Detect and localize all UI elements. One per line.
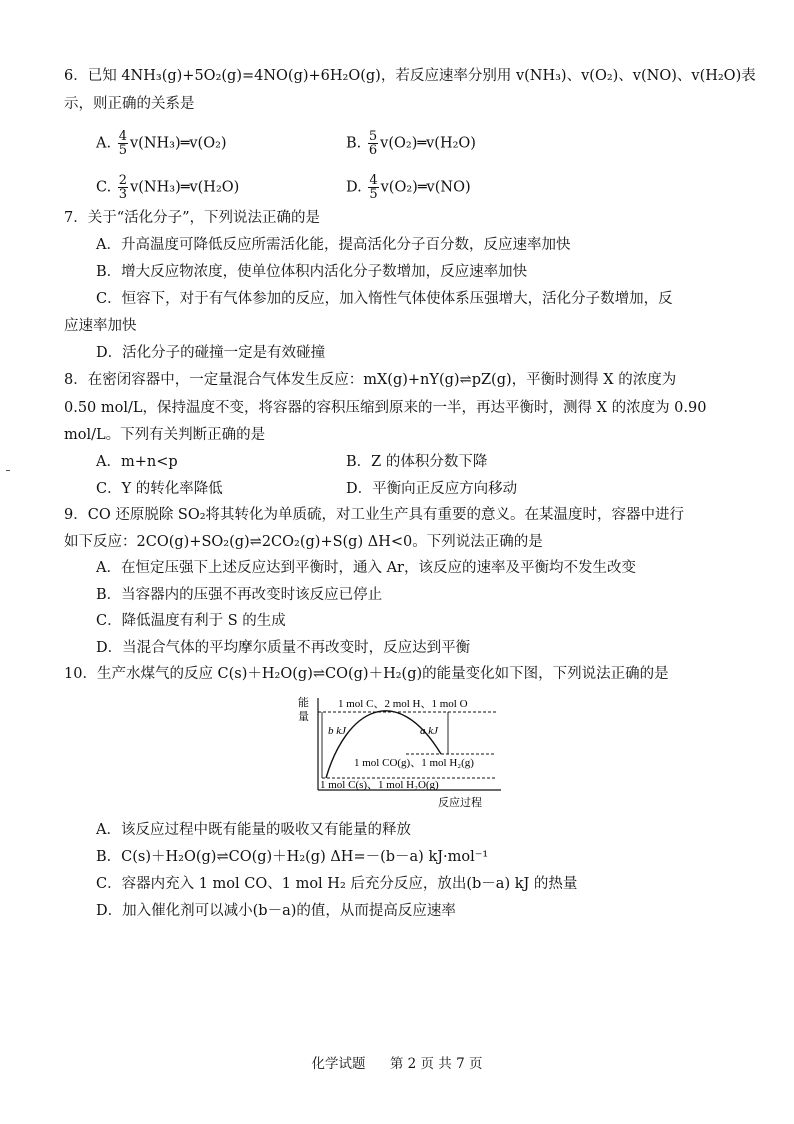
y-axis-label-char2: 量 <box>298 711 309 723</box>
option-text: v(O₂)═v(H₂O) <box>380 135 476 152</box>
q8-stem-line3: mol/L。下列有关判断正确的是 <box>64 427 266 443</box>
option-text: v(NH₃)═v(O₂) <box>129 135 227 152</box>
q6-option-b <box>346 130 476 157</box>
bottom-level-label: 1 mol C(s)、1 mol H₂O(g) <box>320 779 439 791</box>
option-label: B. <box>346 135 362 152</box>
x-axis-label: 反应过程 <box>438 797 482 809</box>
q7-option-c-line2: 应速率加快 <box>64 318 137 334</box>
q8-option-a: A．m+n<p <box>96 454 178 470</box>
q7-option-a: A．升高温度可降低反应所需活化能，提高活化分子百分数，反应速率加快 <box>96 237 571 253</box>
fraction: $\frac{4}{5}$ <box>369 173 378 202</box>
q6-stem-line2: 示，则正确的关系是 <box>64 96 195 112</box>
energy-diagram <box>296 690 506 810</box>
q10-option-a: A．该反应过程中既有能量的吸收又有能量的释放 <box>96 822 411 838</box>
fraction: $\frac{5}{6}$ <box>368 129 378 158</box>
q7-stem: 7．关于“活化分子”，下列说法正确的是 <box>64 210 321 226</box>
q10-stem: 10．生产水煤气的反应 C(s)＋H₂O(g)⇌CO(g)＋H₂(g)的能量变化如下图，下列说法正确的是 <box>64 666 669 682</box>
margin-mark <box>6 470 10 471</box>
q8-option-c: C．Y 的转化率降低 <box>96 481 223 497</box>
q9-option-b: B．当容器内的压强不再改变时该反应已停止 <box>96 587 383 603</box>
q6-stem-line1: 6．已知 4NH₃(g)+5O₂(g)=4NO(g)+6H₂O(g)，若反应速率分别用 v(NH₃)、v(O₂)、v(NO)、v(H₂O)表 <box>64 68 756 84</box>
mid-level-label: 1 mol CO(g)、1 mol H₂(g) <box>354 757 474 769</box>
b-kj-label: b kJ <box>328 725 347 737</box>
q7-option-c-line1: C．恒容下，对于有气体参加的反应，加入惰性气体使体系压强增大，活化分子数增加，反 <box>96 291 673 307</box>
y-axis-label-char1: 能 <box>298 697 309 709</box>
q10-option-d: D．加入催化剂可以减小(b－a)的值，从而提高反应速率 <box>96 903 456 919</box>
q9-option-c: C．降低温度有利于 S 的生成 <box>96 613 286 629</box>
q6-option-a <box>96 130 227 157</box>
q6-option-d <box>346 174 471 201</box>
option-label: A. <box>96 135 112 152</box>
q9-stem-line1: 9．CO 还原脱除 SO₂将其转化为单质硫，对工业生产具有重要的意义。在某温度时，容器中进行 <box>64 507 685 523</box>
q6-option-c <box>96 174 239 201</box>
q8-option-b: B．Z 的体积分数下降 <box>346 454 488 470</box>
footer-subject: 化学试题 <box>311 1056 366 1072</box>
q7-option-d: D．活化分子的碰撞一定是有效碰撞 <box>96 345 326 361</box>
q8-option-d: D．平衡向正反应方向移动 <box>346 481 518 497</box>
option-label: D. <box>346 179 362 196</box>
footer-page-number: 第 2 页 共 7 页 <box>389 1056 483 1072</box>
a-kj-label: a kJ <box>420 725 439 737</box>
top-level-label: 1 mol C、2 mol H、1 mol O <box>338 698 468 710</box>
q10-option-c: C．容器内充入 1 mol CO、1 mol H₂ 后充分反应，放出(b－a) kJ 的热量 <box>96 876 578 892</box>
option-text: v(O₂)═v(NO) <box>380 179 471 196</box>
fraction: $\frac{4}{5}$ <box>118 129 127 158</box>
q9-stem-line2: 如下反应：2CO(g)+SO₂(g)⇌2CO₂(g)+S(g) ΔH<0。下列说法正确的是 <box>64 534 543 550</box>
page-footer <box>0 1052 794 1072</box>
fraction: $\frac{2}{3}$ <box>118 173 128 202</box>
q7-option-b: B．增大反应物浓度，使单位体积内活化分子数增加，反应速率加快 <box>96 264 528 280</box>
q8-stem-line2: 0.50 mol/L，保持温度不变，将容器的容积压缩到原来的一半，再达平衡时，测得 X 的浓度为 0.90 <box>64 400 707 416</box>
q10-option-b: B．C(s)＋H₂O(g)⇌CO(g)＋H₂(g) ΔH=－(b－a) kJ·mol⁻¹ <box>96 849 489 865</box>
q9-option-a: A．在恒定压强下上述反应达到平衡时，通入 Ar，该反应的速率及平衡均不发生改变 <box>96 560 636 576</box>
option-text: v(NH₃)═v(H₂O) <box>130 179 240 196</box>
q8-stem-line1: 8．在密闭容器中，一定量混合气体发生反应：mX(g)+nY(g)⇌pZ(g)，平衡时测得 X 的浓度为 <box>64 372 677 388</box>
option-label: C. <box>96 179 112 196</box>
q9-option-d: D．当混合气体的平均摩尔质量不再改变时，反应达到平衡 <box>96 640 471 656</box>
